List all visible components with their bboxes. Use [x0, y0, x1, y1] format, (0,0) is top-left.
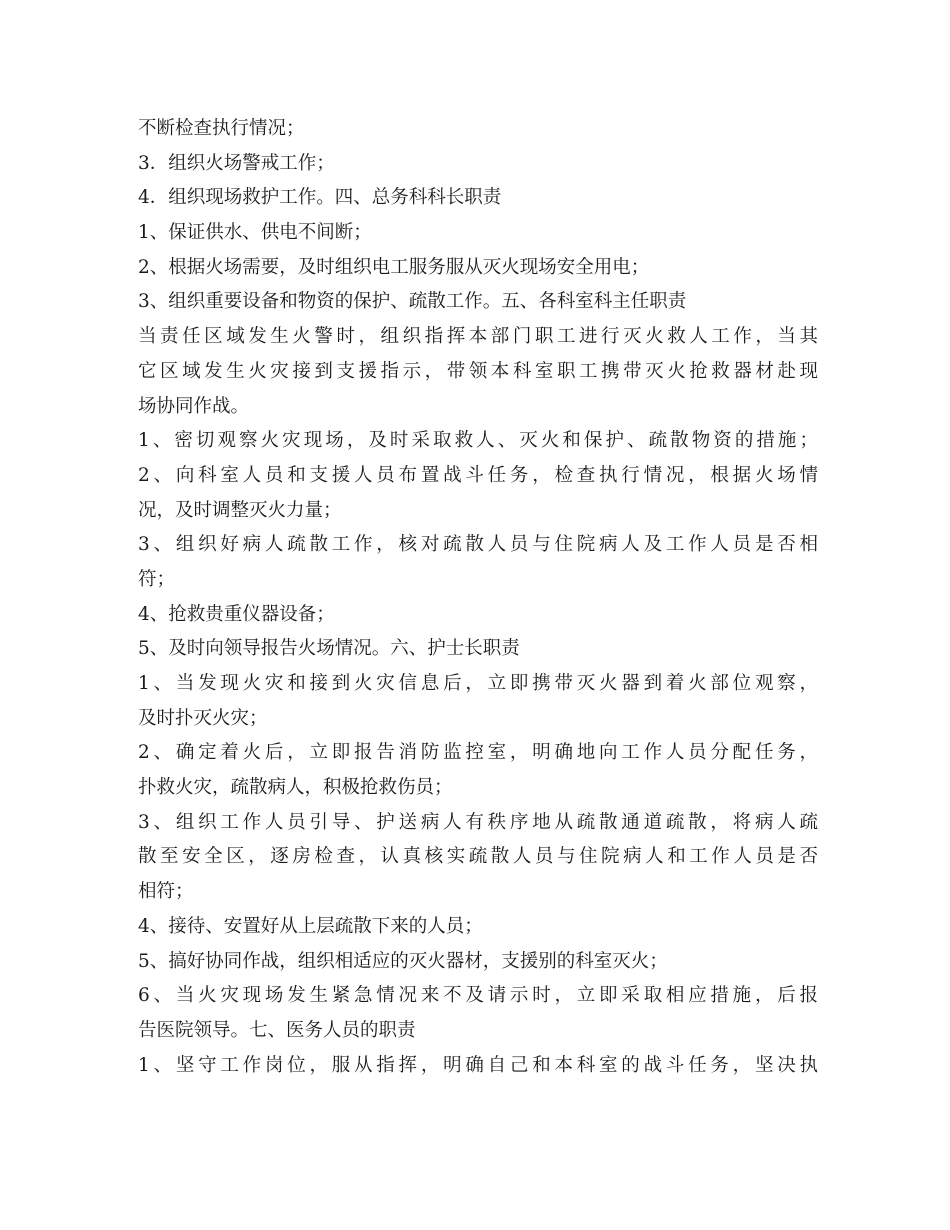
text-line: 2、确定着火后，立即报告消防监控室，明确地向工作人员分配任务，: [138, 742, 818, 764]
document-page: [138, 112, 818, 1083]
text-line: 3、组织重要设备和物资的保护、疏散工作。五、各科室科主任职责: [138, 291, 687, 313]
text-line: 1、当发现火灾和接到火灾信息后，立即携带灭火器到着火部位观察，: [138, 673, 818, 694]
text-line: 2、向科室人员和支援人员布置战斗任务，检查执行情况，根据火场情: [138, 464, 818, 486]
text-line: 符；: [138, 568, 176, 590]
text-line: 1、密切观察火灾现场，及时采取救人、灭火和保护、疏散物资的措施；: [138, 430, 818, 452]
text-line: 扑救火灾，疏散病人，积极抢救伤员；: [138, 777, 453, 799]
text-line: 4、接待、安置好从上层疏散下来的人员；: [138, 915, 483, 937]
text-line: 3．组织火场警戒工作；: [138, 152, 335, 174]
text-line: 当责任区域发生火警时，组织指挥本部门职工进行灭火救人工作，当其: [138, 326, 818, 348]
text-line: 3、组织好病人疏散工作，核对疏散人员与住院病人及工作人员是否相: [138, 534, 818, 556]
text-line: 1、坚守工作岗位，服从指挥，明确自己和本科室的战斗任务，坚决执: [138, 1054, 818, 1076]
text-line: 6、当火灾现场发生紧急情况来不及请示时，立即采取相应措施，后报: [138, 985, 818, 1007]
text-line: 4．组织现场救护工作。四、总务科科长职责: [138, 187, 502, 209]
text-line: 5、搞好协同作战，组织相适应的灭火器材，支援别的科室灭火；: [138, 950, 668, 972]
text-line: 相符；: [138, 881, 194, 903]
text-line: 1、保证供水、供电不间断；: [138, 222, 372, 244]
text-line: 散至安全区，逐房检查，认真核实疏散人员与住院病人和工作人员是否: [138, 846, 818, 868]
text-line: 及时扑灭火灾；: [138, 707, 268, 729]
text-line: 场协同作战。: [138, 395, 250, 417]
text-line: 它区域发生火灾接到支援指示，带领本科室职工携带灭火抢救器材赴现: [138, 360, 818, 382]
text-line: 况，及时调整灭火力量；: [138, 499, 342, 521]
text-line: 不断检查执行情况；: [138, 118, 305, 139]
text-line: 2、根据火场需要，及时组织电工服务服从灭火现场安全用电；: [138, 256, 650, 278]
text-line: 4、抢救贵重仪器设备；: [138, 603, 335, 625]
text-line: 5、及时向领导报告火场情况。六、护士长职责: [138, 638, 520, 660]
text-line: 告医院领导。七、医务人员的职责: [138, 1019, 416, 1041]
text-line: 3、组织工作人员引导、护送病人有秩序地从疏散通道疏散，将病人疏: [138, 811, 818, 833]
